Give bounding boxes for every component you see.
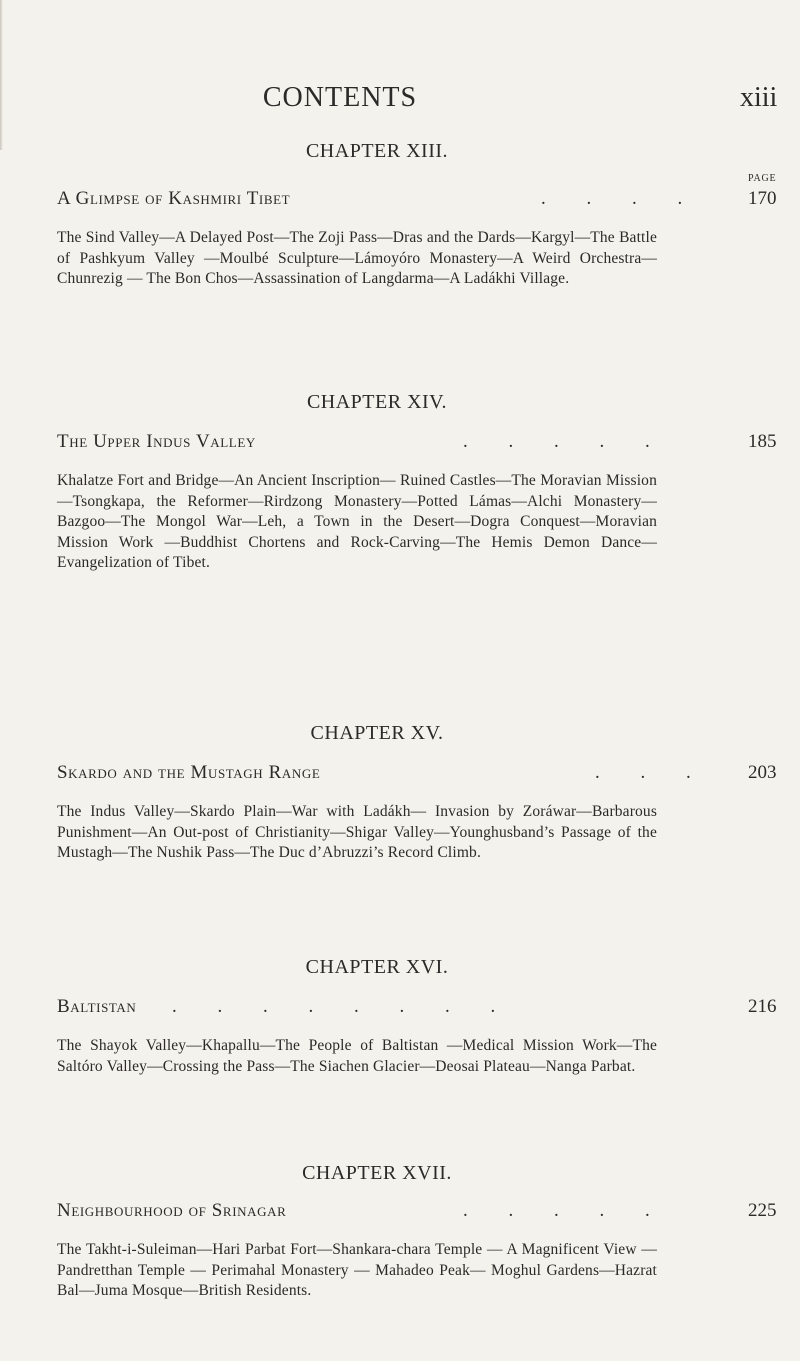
chapter-page-number: 170	[748, 188, 777, 209]
running-head	[0, 82, 800, 122]
chapter-number: CHAPTER XIV.	[306, 391, 448, 413]
chapter-title: The Upper Indus Valley	[57, 431, 256, 452]
chapter-title: Skardo and the Mustagh Range	[57, 762, 321, 783]
chapter-title: Neighbourhood of Srinagar	[57, 1200, 287, 1221]
dot-leaders: . . . . .	[463, 1200, 668, 1221]
dot-leaders: . . . . . . . .	[172, 996, 514, 1017]
chapter-entry	[57, 1162, 777, 1322]
chapter-summary: The Indus Valley—Skardo Plain—War with Ladákh— Invasion by Zoráwar—Barbarous Punishment—An Out-post of Christianity—Shigar Valley—Younghusband’s Passage of the Mustagh—The Nushik Pass—The Duc d’Abruzzi’s Record Climb.	[57, 803, 657, 861]
page-edge-shadow	[0, 0, 3, 150]
chapter-number: CHAPTER XVI.	[305, 956, 449, 978]
page-column-label: PAGE	[748, 173, 777, 184]
dot-leaders: . . .	[595, 762, 709, 783]
chapter-number: CHAPTER XIII.	[305, 140, 449, 162]
dot-leaders: . . . .	[541, 188, 701, 209]
dot-leaders: . . . . .	[463, 431, 668, 452]
chapter-entry	[57, 391, 777, 621]
chapter-page-number: 185	[748, 431, 777, 452]
chapter-page-number: 203	[748, 762, 777, 783]
chapter-title: Baltistan	[57, 996, 137, 1017]
chapter-summary: The Shayok Valley—Khapallu—The People of Baltistan —Medical Mission Work—The Saltóro Valley—Crossing the Pass—The Siachen Glacier—Deosai Plateau—Nanga Parbat.	[57, 1037, 657, 1075]
page-title: CONTENTS	[262, 82, 418, 113]
chapter-summary: The Takht-i-Suleiman—Hari Parbat Fort—Shankara-chara Temple — A Magnificent View — Pandretthan Temple — Perimahal Monastery — Mahadeo Peak— Moghul Gardens—Hazrat Bal—Juma Mosque—British Residents.	[57, 1241, 657, 1299]
chapter-number: CHAPTER XVII.	[302, 1162, 452, 1184]
chapter-page-number: 216	[748, 996, 777, 1017]
chapter-entry	[57, 140, 777, 320]
chapter-summary: Khalatze Fort and Bridge—An Ancient Inscription— Ruined Castles—The Moravian Mission—Tsongkapa, the Reformer—Rirdzong Monastery—Potted Lámas—Alchi Monastery—Bazgoo—The Mongol War—Leh, a Town in the Desert—Dogra Conquest—Moravian Mission Work —Buddhist Chortens and Rock-Carving—The Hemis Demon Dance—Evangelization of Tibet.	[57, 472, 657, 571]
roman-page-number: xiii	[740, 82, 778, 113]
chapter-entry	[57, 956, 777, 1091]
chapter-title: A Glimpse of Kashmiri Tibet	[57, 188, 291, 209]
chapter-number: CHAPTER XV.	[310, 722, 444, 744]
chapter-page-number: 225	[748, 1200, 777, 1221]
chapter-summary: The Sind Valley—A Delayed Post—The Zoji Pass—Dras and the Dards—Kargyl—The Battle of Pashkyum Valley —Moulbé Sculpture—Lámoyóro Monastery—A Weird Orchestra—Chunrezig — The Bon Chos—Assassination of Langdarma—A Ladákhi Village.	[57, 229, 657, 287]
chapter-entry	[57, 722, 777, 872]
